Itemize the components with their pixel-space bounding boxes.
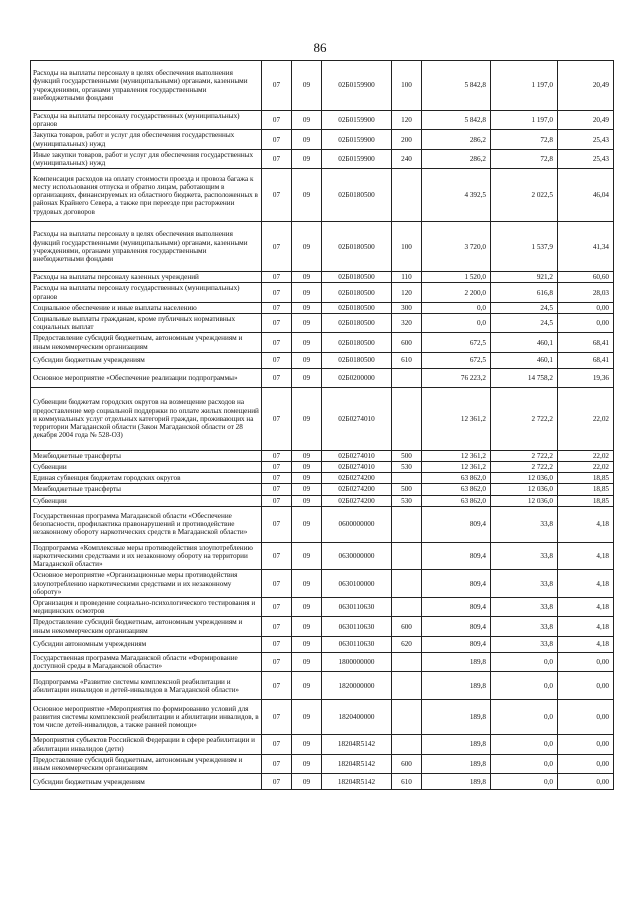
row-subsection-cell: 09 bbox=[292, 774, 322, 790]
row-executed-cell: 921,2 bbox=[491, 272, 558, 283]
row-target-article-cell: 02Б0180500 bbox=[322, 222, 392, 272]
row-subsection-cell: 09 bbox=[292, 61, 322, 111]
row-plan-cell: 0,0 bbox=[422, 314, 491, 333]
row-target-article-cell: 02Б0180500 bbox=[322, 283, 392, 302]
row-name-cell: Межбюджетные трансферты bbox=[31, 450, 262, 461]
table-row bbox=[31, 314, 614, 333]
row-name-cell: Расходы на выплаты персоналу в целях обеспечения выполнения функций государственными (муниципальными) органами, казенными учреждениями, органами управления государственными внебюджетными фондами bbox=[31, 222, 262, 272]
row-target-article-cell: 02Б0180500 bbox=[322, 352, 392, 368]
row-expense-type-cell bbox=[392, 570, 422, 598]
row-section-cell: 07 bbox=[262, 149, 292, 168]
table-row bbox=[31, 484, 614, 495]
row-target-article-cell: 02Б0200000 bbox=[322, 368, 392, 387]
row-subsection-cell: 09 bbox=[292, 130, 322, 149]
row-plan-cell: 189,8 bbox=[422, 774, 491, 790]
table-row bbox=[31, 149, 614, 168]
row-percent-cell: 19,36 bbox=[558, 368, 614, 387]
row-name-cell: Основное мероприятие «Организационные меры противодействия злоупотреблению наркотическими средствами и их незаконному обороту» bbox=[31, 570, 262, 598]
row-target-article-cell: 0630000000 bbox=[322, 542, 392, 570]
row-expense-type-cell: 110 bbox=[392, 272, 422, 283]
row-executed-cell: 616,8 bbox=[491, 283, 558, 302]
row-subsection-cell: 09 bbox=[292, 222, 322, 272]
row-target-article-cell: 02Б0274200 bbox=[322, 484, 392, 495]
row-target-article-cell: 0630100000 bbox=[322, 570, 392, 598]
row-name-cell: Межбюджетные трансферты bbox=[31, 484, 262, 495]
row-executed-cell: 33,8 bbox=[491, 542, 558, 570]
row-percent-cell: 0,00 bbox=[558, 774, 614, 790]
row-executed-cell: 12 036,0 bbox=[491, 484, 558, 495]
row-executed-cell: 24,5 bbox=[491, 314, 558, 333]
row-section-cell: 07 bbox=[262, 542, 292, 570]
row-subsection-cell: 09 bbox=[292, 314, 322, 333]
row-section-cell: 07 bbox=[262, 473, 292, 484]
row-expense-type-cell: 120 bbox=[392, 283, 422, 302]
row-plan-cell: 189,8 bbox=[422, 735, 491, 754]
table-body bbox=[31, 61, 614, 790]
row-name-cell: Субсидии бюджетным учреждениям bbox=[31, 352, 262, 368]
row-name-cell: Расходы на выплаты персоналу государственных (муниципальных) органов bbox=[31, 111, 262, 130]
row-plan-cell: 286,2 bbox=[422, 149, 491, 168]
row-section-cell: 07 bbox=[262, 570, 292, 598]
row-subsection-cell: 09 bbox=[292, 672, 322, 700]
table-row bbox=[31, 636, 614, 652]
row-subsection-cell: 09 bbox=[292, 169, 322, 222]
row-section-cell: 07 bbox=[262, 387, 292, 450]
row-section-cell: 07 bbox=[262, 495, 292, 506]
row-name-cell: Субвенции bbox=[31, 495, 262, 506]
row-executed-cell: 33,8 bbox=[491, 570, 558, 598]
row-executed-cell: 1 197,0 bbox=[491, 111, 558, 130]
page-number: 86 bbox=[313, 40, 327, 55]
row-expense-type-cell: 500 bbox=[392, 484, 422, 495]
row-target-article-cell: 02Б0180500 bbox=[322, 314, 392, 333]
row-section-cell: 07 bbox=[262, 61, 292, 111]
row-target-article-cell: 02Б0274010 bbox=[322, 450, 392, 461]
row-executed-cell: 1 537,9 bbox=[491, 222, 558, 272]
row-plan-cell: 809,4 bbox=[422, 542, 491, 570]
row-expense-type-cell bbox=[392, 387, 422, 450]
row-section-cell: 07 bbox=[262, 352, 292, 368]
row-name-cell: Подпрограмма «Комплексные меры противодействия злоупотреблению наркотическими средствами и их незаконному обороту на территории Магаданской области» bbox=[31, 542, 262, 570]
row-name-cell: Государственная программа Магаданской области «Формирование доступной среды в Магаданской области» bbox=[31, 652, 262, 671]
row-percent-cell: 4,18 bbox=[558, 617, 614, 636]
row-section-cell: 07 bbox=[262, 272, 292, 283]
row-section-cell: 07 bbox=[262, 283, 292, 302]
row-expense-type-cell: 530 bbox=[392, 462, 422, 473]
row-executed-cell: 24,5 bbox=[491, 302, 558, 313]
row-plan-cell: 63 862,0 bbox=[422, 473, 491, 484]
row-executed-cell: 2 722,2 bbox=[491, 462, 558, 473]
row-subsection-cell: 09 bbox=[292, 462, 322, 473]
row-subsection-cell: 09 bbox=[292, 368, 322, 387]
row-plan-cell: 2 200,0 bbox=[422, 283, 491, 302]
table-row bbox=[31, 302, 614, 313]
row-subsection-cell: 09 bbox=[292, 450, 322, 461]
row-executed-cell: 12 036,0 bbox=[491, 495, 558, 506]
row-name-cell: Расходы на выплаты персоналу государственных (муниципальных) органов bbox=[31, 283, 262, 302]
row-percent-cell: 60,60 bbox=[558, 272, 614, 283]
row-expense-type-cell: 500 bbox=[392, 450, 422, 461]
row-executed-cell: 0,0 bbox=[491, 735, 558, 754]
row-name-cell: Социальные выплаты гражданам, кроме публичных нормативных социальных выплат bbox=[31, 314, 262, 333]
row-percent-cell: 0,00 bbox=[558, 672, 614, 700]
row-plan-cell: 5 842,8 bbox=[422, 61, 491, 111]
row-executed-cell: 12 036,0 bbox=[491, 473, 558, 484]
row-section-cell: 07 bbox=[262, 111, 292, 130]
row-subsection-cell: 09 bbox=[292, 636, 322, 652]
row-plan-cell: 3 720,0 bbox=[422, 222, 491, 272]
row-percent-cell: 4,18 bbox=[558, 636, 614, 652]
row-section-cell: 07 bbox=[262, 130, 292, 149]
row-executed-cell: 33,8 bbox=[491, 598, 558, 617]
row-section-cell: 07 bbox=[262, 222, 292, 272]
row-section-cell: 07 bbox=[262, 314, 292, 333]
row-name-cell: Субвенции бюджетам городских округов на возмещение расходов на предоставление мер социальной поддержки по оплате жилых помещений и коммунальных услуг отдельных категорий граждан, проживающих на территории Магаданской области (Закон Магаданской области от 28 декабря 2004 года № 528-ОЗ) bbox=[31, 387, 262, 450]
table-row bbox=[31, 774, 614, 790]
row-subsection-cell: 09 bbox=[292, 570, 322, 598]
row-section-cell: 07 bbox=[262, 652, 292, 671]
row-executed-cell: 2 022,5 bbox=[491, 169, 558, 222]
row-subsection-cell: 09 bbox=[292, 352, 322, 368]
table-row bbox=[31, 598, 614, 617]
row-subsection-cell: 09 bbox=[292, 542, 322, 570]
row-expense-type-cell: 200 bbox=[392, 130, 422, 149]
row-expense-type-cell bbox=[392, 672, 422, 700]
row-expense-type-cell bbox=[392, 506, 422, 542]
table-row bbox=[31, 283, 614, 302]
row-name-cell: Социальное обеспечение и иные выплаты населению bbox=[31, 302, 262, 313]
row-expense-type-cell: 600 bbox=[392, 333, 422, 352]
row-plan-cell: 809,4 bbox=[422, 617, 491, 636]
row-target-article-cell: 1800000000 bbox=[322, 652, 392, 671]
row-name-cell: Расходы на выплаты персоналу в целях обеспечения выполнения функций государственными (муниципальными) органами, казенными учреждениями, органами управления государственными внебюджетными фондами bbox=[31, 61, 262, 111]
row-section-cell: 07 bbox=[262, 506, 292, 542]
table-row bbox=[31, 450, 614, 461]
row-expense-type-cell bbox=[392, 598, 422, 617]
row-plan-cell: 12 361,2 bbox=[422, 462, 491, 473]
row-subsection-cell: 09 bbox=[292, 387, 322, 450]
row-section-cell: 07 bbox=[262, 450, 292, 461]
row-section-cell: 07 bbox=[262, 774, 292, 790]
row-name-cell: Субвенции bbox=[31, 462, 262, 473]
table-row bbox=[31, 352, 614, 368]
row-executed-cell: 0,0 bbox=[491, 774, 558, 790]
row-expense-type-cell bbox=[392, 473, 422, 484]
row-plan-cell: 672,5 bbox=[422, 352, 491, 368]
row-target-article-cell: 02Б0180500 bbox=[322, 333, 392, 352]
row-name-cell: Субсидии автономным учреждениям bbox=[31, 636, 262, 652]
row-expense-type-cell: 240 bbox=[392, 149, 422, 168]
row-executed-cell: 460,1 bbox=[491, 333, 558, 352]
row-percent-cell: 22,02 bbox=[558, 387, 614, 450]
row-name-cell: Предоставление субсидий бюджетным, автономным учреждениям и иным некоммерческим организациям bbox=[31, 754, 262, 773]
row-name-cell: Расходы на выплаты персоналу казенных учреждений bbox=[31, 272, 262, 283]
table-row bbox=[31, 169, 614, 222]
row-section-cell: 07 bbox=[262, 484, 292, 495]
row-plan-cell: 1 520,0 bbox=[422, 272, 491, 283]
row-plan-cell: 4 392,5 bbox=[422, 169, 491, 222]
table-row bbox=[31, 130, 614, 149]
row-executed-cell: 0,0 bbox=[491, 700, 558, 735]
row-section-cell: 07 bbox=[262, 302, 292, 313]
row-name-cell: Иные закупки товаров, работ и услуг для обеспечения государственных (муниципальных) нужд bbox=[31, 149, 262, 168]
table-row bbox=[31, 700, 614, 735]
row-section-cell: 07 bbox=[262, 672, 292, 700]
row-expense-type-cell bbox=[392, 735, 422, 754]
row-plan-cell: 286,2 bbox=[422, 130, 491, 149]
row-executed-cell: 1 197,0 bbox=[491, 61, 558, 111]
row-target-article-cell: 02Б0180500 bbox=[322, 169, 392, 222]
row-subsection-cell: 09 bbox=[292, 735, 322, 754]
row-percent-cell: 0,00 bbox=[558, 700, 614, 735]
row-plan-cell: 189,8 bbox=[422, 652, 491, 671]
row-percent-cell: 4,18 bbox=[558, 598, 614, 617]
row-percent-cell: 4,18 bbox=[558, 506, 614, 542]
row-name-cell: Единая субвенция бюджетам городских округов bbox=[31, 473, 262, 484]
row-target-article-cell: 02Б0274200 bbox=[322, 473, 392, 484]
row-name-cell: Компенсация расходов на оплату стоимости проезда и провоза багажа к месту использования отпуска и обратно лицам, работающим в организациях, финансируемых из областного бюджета, расположенных в районах Крайнего Севера, а также при переезде при расторжении трудовых договоров bbox=[31, 169, 262, 222]
table-row bbox=[31, 506, 614, 542]
row-target-article-cell: 0600000000 bbox=[322, 506, 392, 542]
table-row bbox=[31, 272, 614, 283]
row-target-article-cell: 0630110630 bbox=[322, 617, 392, 636]
row-expense-type-cell bbox=[392, 368, 422, 387]
row-section-cell: 07 bbox=[262, 754, 292, 773]
row-subsection-cell: 09 bbox=[292, 484, 322, 495]
row-expense-type-cell: 100 bbox=[392, 61, 422, 111]
row-subsection-cell: 09 bbox=[292, 652, 322, 671]
row-name-cell: Государственная программа Магаданской области «Обеспечение безопасности, профилактика правонарушений и противодействие незаконному обороту наркотических средств в Магаданской области» bbox=[31, 506, 262, 542]
row-subsection-cell: 09 bbox=[292, 149, 322, 168]
row-section-cell: 07 bbox=[262, 598, 292, 617]
row-plan-cell: 189,8 bbox=[422, 672, 491, 700]
row-target-article-cell: 18204R5142 bbox=[322, 754, 392, 773]
row-percent-cell: 18,85 bbox=[558, 484, 614, 495]
row-percent-cell: 0,00 bbox=[558, 735, 614, 754]
row-executed-cell: 2 722,2 bbox=[491, 450, 558, 461]
table-row bbox=[31, 495, 614, 506]
row-plan-cell: 809,4 bbox=[422, 598, 491, 617]
row-executed-cell: 72,8 bbox=[491, 130, 558, 149]
row-section-cell: 07 bbox=[262, 333, 292, 352]
row-expense-type-cell bbox=[392, 542, 422, 570]
table-row bbox=[31, 754, 614, 773]
row-percent-cell: 4,18 bbox=[558, 570, 614, 598]
table-row bbox=[31, 652, 614, 671]
row-subsection-cell: 09 bbox=[292, 272, 322, 283]
table-row bbox=[31, 570, 614, 598]
row-percent-cell: 0,00 bbox=[558, 302, 614, 313]
row-section-cell: 07 bbox=[262, 636, 292, 652]
row-subsection-cell: 09 bbox=[292, 754, 322, 773]
row-percent-cell: 25,43 bbox=[558, 149, 614, 168]
row-target-article-cell: 1820000000 bbox=[322, 672, 392, 700]
row-section-cell: 07 bbox=[262, 735, 292, 754]
row-percent-cell: 22,02 bbox=[558, 462, 614, 473]
table-row bbox=[31, 672, 614, 700]
row-percent-cell: 0,00 bbox=[558, 754, 614, 773]
row-name-cell: Субсидии бюджетным учреждениям bbox=[31, 774, 262, 790]
row-target-article-cell: 18204R5142 bbox=[322, 774, 392, 790]
table-row bbox=[31, 473, 614, 484]
row-expense-type-cell: 100 bbox=[392, 222, 422, 272]
row-expense-type-cell: 120 bbox=[392, 111, 422, 130]
row-target-article-cell: 02Б0274200 bbox=[322, 495, 392, 506]
table-row bbox=[31, 222, 614, 272]
table-row bbox=[31, 111, 614, 130]
row-executed-cell: 0,0 bbox=[491, 754, 558, 773]
row-percent-cell: 68,41 bbox=[558, 333, 614, 352]
row-name-cell: Организация и проведение социально-психологического тестирования и медицинских осмотров bbox=[31, 598, 262, 617]
row-percent-cell: 0,00 bbox=[558, 314, 614, 333]
row-executed-cell: 460,1 bbox=[491, 352, 558, 368]
row-plan-cell: 809,4 bbox=[422, 636, 491, 652]
row-executed-cell: 33,8 bbox=[491, 636, 558, 652]
row-section-cell: 07 bbox=[262, 617, 292, 636]
row-executed-cell: 0,0 bbox=[491, 672, 558, 700]
row-name-cell: Подпрограмма «Развитие системы комплексной реабилитации и абилитации инвалидов и детей-инвалидов в Магаданской области» bbox=[31, 672, 262, 700]
row-percent-cell: 28,03 bbox=[558, 283, 614, 302]
row-subsection-cell: 09 bbox=[292, 333, 322, 352]
row-expense-type-cell bbox=[392, 169, 422, 222]
row-target-article-cell: 02Б0159900 bbox=[322, 111, 392, 130]
row-percent-cell: 18,85 bbox=[558, 473, 614, 484]
row-executed-cell: 2 722,2 bbox=[491, 387, 558, 450]
row-percent-cell: 20,49 bbox=[558, 61, 614, 111]
row-plan-cell: 76 223,2 bbox=[422, 368, 491, 387]
row-executed-cell: 72,8 bbox=[491, 149, 558, 168]
row-percent-cell: 41,34 bbox=[558, 222, 614, 272]
row-target-article-cell: 02Б0159900 bbox=[322, 149, 392, 168]
row-name-cell: Мероприятия субъектов Российской Федерации в сфере реабилитации и абилитации инвалидов (дети) bbox=[31, 735, 262, 754]
row-section-cell: 07 bbox=[262, 169, 292, 222]
row-target-article-cell: 02Б0180500 bbox=[322, 272, 392, 283]
row-executed-cell: 0,0 bbox=[491, 652, 558, 671]
row-name-cell: Предоставление субсидий бюджетным, автономным учреждениям и иным некоммерческим организациям bbox=[31, 617, 262, 636]
row-target-article-cell: 02Б0180500 bbox=[322, 302, 392, 313]
row-subsection-cell: 09 bbox=[292, 283, 322, 302]
row-plan-cell: 63 862,0 bbox=[422, 484, 491, 495]
row-target-article-cell: 02Б0159900 bbox=[322, 130, 392, 149]
row-percent-cell: 4,18 bbox=[558, 542, 614, 570]
row-percent-cell: 20,49 bbox=[558, 111, 614, 130]
row-section-cell: 07 bbox=[262, 462, 292, 473]
row-subsection-cell: 09 bbox=[292, 495, 322, 506]
row-percent-cell: 25,43 bbox=[558, 130, 614, 149]
row-plan-cell: 63 862,0 bbox=[422, 495, 491, 506]
row-expense-type-cell bbox=[392, 700, 422, 735]
row-percent-cell: 0,00 bbox=[558, 652, 614, 671]
row-expense-type-cell: 610 bbox=[392, 352, 422, 368]
row-plan-cell: 189,8 bbox=[422, 700, 491, 735]
row-plan-cell: 5 842,8 bbox=[422, 111, 491, 130]
row-plan-cell: 12 361,2 bbox=[422, 450, 491, 461]
row-target-article-cell: 02Б0274010 bbox=[322, 387, 392, 450]
row-name-cell: Предоставление субсидий бюджетным, автономным учреждениям и иным некоммерческим организациям bbox=[31, 333, 262, 352]
table-row bbox=[31, 735, 614, 754]
row-subsection-cell: 09 bbox=[292, 302, 322, 313]
table-row bbox=[31, 387, 614, 450]
row-name-cell: Основное мероприятие «Мероприятия по формированию условий для развития системы комплексной реабилитации и абилитации инвалидов, в том числе детей-инвалидов, а также ранней помощи» bbox=[31, 700, 262, 735]
row-target-article-cell: 18204R5142 bbox=[322, 735, 392, 754]
table-row bbox=[31, 462, 614, 473]
table-row bbox=[31, 333, 614, 352]
row-executed-cell: 14 758,2 bbox=[491, 368, 558, 387]
table-row bbox=[31, 542, 614, 570]
row-plan-cell: 189,8 bbox=[422, 754, 491, 773]
row-name-cell: Основное мероприятие «Обеспечение реализации подпрограммы» bbox=[31, 368, 262, 387]
row-percent-cell: 68,41 bbox=[558, 352, 614, 368]
row-target-article-cell: 02Б0159900 bbox=[322, 61, 392, 111]
row-subsection-cell: 09 bbox=[292, 700, 322, 735]
row-subsection-cell: 09 bbox=[292, 617, 322, 636]
row-plan-cell: 809,4 bbox=[422, 506, 491, 542]
row-percent-cell: 18,85 bbox=[558, 495, 614, 506]
row-plan-cell: 672,5 bbox=[422, 333, 491, 352]
table-row bbox=[31, 61, 614, 111]
row-subsection-cell: 09 bbox=[292, 598, 322, 617]
row-plan-cell: 809,4 bbox=[422, 570, 491, 598]
row-expense-type-cell: 600 bbox=[392, 754, 422, 773]
row-target-article-cell: 02Б0274010 bbox=[322, 462, 392, 473]
row-target-article-cell: 1820400000 bbox=[322, 700, 392, 735]
row-subsection-cell: 09 bbox=[292, 111, 322, 130]
row-executed-cell: 33,8 bbox=[491, 506, 558, 542]
row-target-article-cell: 0630110630 bbox=[322, 598, 392, 617]
row-expense-type-cell: 530 bbox=[392, 495, 422, 506]
row-expense-type-cell: 610 bbox=[392, 774, 422, 790]
row-plan-cell: 0,0 bbox=[422, 302, 491, 313]
row-executed-cell: 33,8 bbox=[491, 617, 558, 636]
row-expense-type-cell bbox=[392, 652, 422, 671]
row-subsection-cell: 09 bbox=[292, 506, 322, 542]
row-percent-cell: 46,04 bbox=[558, 169, 614, 222]
row-expense-type-cell: 320 bbox=[392, 314, 422, 333]
row-expense-type-cell: 620 bbox=[392, 636, 422, 652]
row-percent-cell: 22,02 bbox=[558, 450, 614, 461]
row-subsection-cell: 09 bbox=[292, 473, 322, 484]
row-plan-cell: 12 361,2 bbox=[422, 387, 491, 450]
row-expense-type-cell: 600 bbox=[392, 617, 422, 636]
row-section-cell: 07 bbox=[262, 700, 292, 735]
budget-table bbox=[30, 60, 614, 790]
row-section-cell: 07 bbox=[262, 368, 292, 387]
table-row bbox=[31, 368, 614, 387]
row-target-article-cell: 0630110630 bbox=[322, 636, 392, 652]
table-row bbox=[31, 617, 614, 636]
row-name-cell: Закупка товаров, работ и услуг для обеспечения государственных (муниципальных) нужд bbox=[31, 130, 262, 149]
row-expense-type-cell: 300 bbox=[392, 302, 422, 313]
